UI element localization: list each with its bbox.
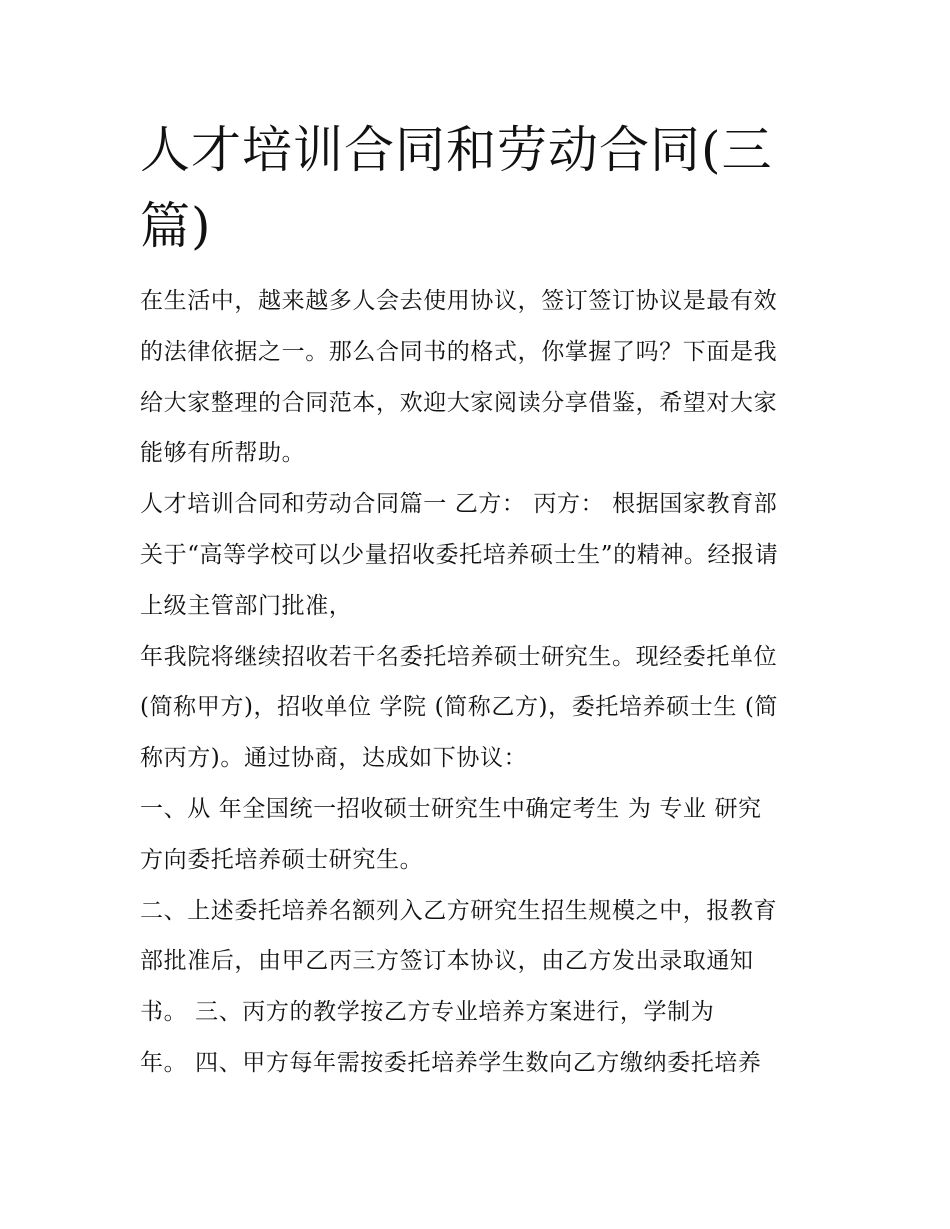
text-line: 部批准后，由甲乙丙三方签订本协议，由乙方发出录取通知 — [140, 948, 754, 975]
document-body — [140, 276, 830, 1089]
title-line: 篇) — [140, 197, 212, 255]
text-line: 方向委托培养硕士研究生。 — [140, 846, 424, 873]
text-line: 给大家整理的合同范本，欢迎大家阅读分享借鉴，希望对大家 — [140, 389, 778, 416]
document-title — [140, 112, 820, 264]
text-line: 二、上述委托培养名额列入乙方研究生招生规模之中，报教育 — [140, 897, 778, 924]
text-line: 一、从 年全国统一招收硕士研究生中确定考生 为 专业 研究 — [140, 795, 762, 822]
text-line: (简称甲方)，招收单位 学院 (简称乙方)，委托培养硕士生 (简 — [140, 694, 778, 721]
text-line: 在生活中，越来越多人会去使用协议，签订签订协议是最有效 — [140, 288, 778, 314]
text-line: 年。 四、甲方每年需按委托培养学生数向乙方缴纳委托培养 — [140, 1049, 762, 1076]
text-line: 书。 三、丙方的教学按乙方专业培养方案进行，学制为 — [140, 999, 715, 1026]
text-line: 能够有所帮助。 — [140, 440, 306, 467]
text-line: 称丙方)。通过协商，达成如下协议： — [140, 745, 528, 772]
text-line: 人才培训合同和劳动合同篇一 乙方： 丙方： 根据国家教育部 — [140, 491, 778, 518]
text-line: 关于“高等学校可以少量招收委托培养硕士生”的精神。经报请 — [140, 541, 779, 568]
title-line: 人才培训合同和劳动合同(三 — [140, 121, 773, 179]
text-line: 年我院将继续招收若干名委托培养硕士研究生。现经委托单位 — [140, 643, 778, 670]
text-line: 上级主管部门批准， — [140, 592, 353, 619]
text-line: 的法律依据之一。那么合同书的格式，你掌握了吗？下面是我 — [140, 338, 778, 365]
